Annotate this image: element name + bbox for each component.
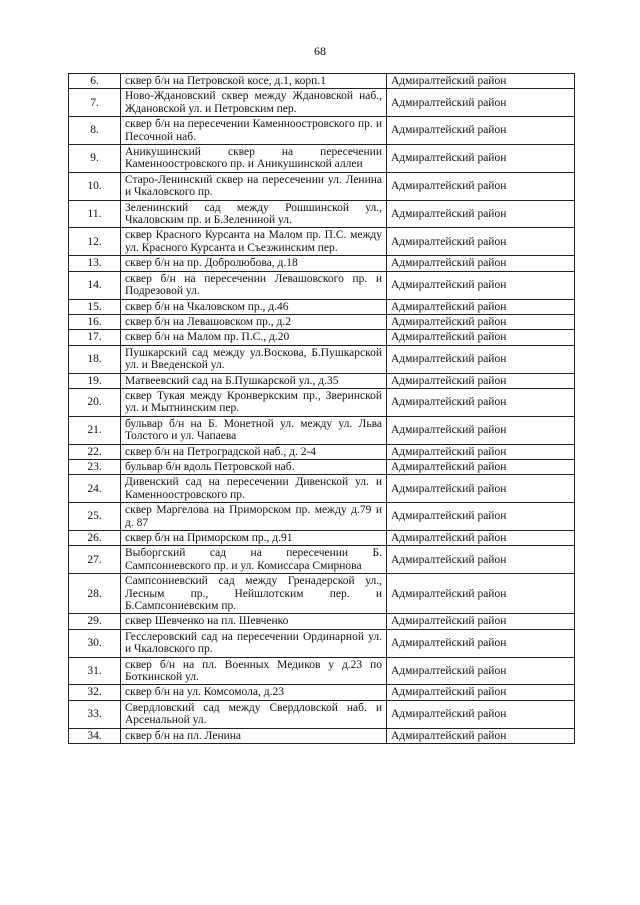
park-name: сквер б/н на Чкаловском пр., д.46 <box>121 299 387 314</box>
district-name: Адмиралтейский район <box>387 614 575 629</box>
park-name: Свердловский сад между Свердловской наб. и Арсенальной ул. <box>121 700 387 728</box>
park-name: сквер Тукая между Кронверкским пр., Зверинской ул. и Мытнинским пер. <box>121 388 387 416</box>
park-name: сквер б/н на Приморском пр., д.91 <box>121 531 387 546</box>
row-number: 6. <box>69 74 121 89</box>
table-row <box>69 271 575 299</box>
park-name: Гесслеровский сад на пересечении Ординарной ул. и Чкаловского пр. <box>121 629 387 657</box>
row-number: 8. <box>69 117 121 145</box>
district-name: Адмиралтейский район <box>387 546 575 574</box>
district-name: Адмиралтейский район <box>387 657 575 685</box>
district-name: Адмиралтейский район <box>387 416 575 444</box>
row-number: 23. <box>69 459 121 474</box>
park-name: Зеленинский сад между Рошшинской ул., Чкаловским пр. и Б.Зелениной ул. <box>121 200 387 228</box>
row-number: 29. <box>69 614 121 629</box>
page-number: 68 <box>314 44 326 58</box>
table-row <box>69 574 575 614</box>
park-name: сквер б/н на пр. Добролюбова, д.18 <box>121 256 387 271</box>
table-row <box>69 416 575 444</box>
park-name: Старо-Ленинский сквер на пересечении ул. Ленина и Чкаловского пр. <box>121 172 387 200</box>
table-row <box>69 172 575 200</box>
row-number: 9. <box>69 145 121 173</box>
row-number: 21. <box>69 416 121 444</box>
park-name: Ново-Ждановский сквер между Ждановской наб., Ждановской ул. и Петровским пер. <box>121 89 387 117</box>
district-name: Адмиралтейский район <box>387 444 575 459</box>
table-row <box>69 388 575 416</box>
table-row <box>69 330 575 345</box>
table-row <box>69 314 575 329</box>
park-name: сквер б/н на Петроградской наб., д. 2-4 <box>121 444 387 459</box>
parks-table <box>68 73 575 744</box>
table-row <box>69 373 575 388</box>
row-number: 28. <box>69 574 121 614</box>
district-name: Адмиралтейский район <box>387 299 575 314</box>
row-number: 18. <box>69 345 121 373</box>
table-row <box>69 614 575 629</box>
table-row <box>69 728 575 743</box>
park-name: сквер б/н на Петровской косе, д.1, корп.1 <box>121 74 387 89</box>
row-number: 16. <box>69 314 121 329</box>
park-name: Аникушинский сквер на пересечении Каменноостровского пр. и Аникушинской аллеи <box>121 145 387 173</box>
district-name: Адмиралтейский район <box>387 475 575 503</box>
district-name: Адмиралтейский район <box>387 531 575 546</box>
table-row <box>69 475 575 503</box>
district-name: Адмиралтейский район <box>387 700 575 728</box>
district-name: Адмиралтейский район <box>387 200 575 228</box>
district-name: Адмиралтейский район <box>387 388 575 416</box>
park-name: Выборгский сад на пересечении Б. Сампсониевского пр. и ул. Комиссара Смирнова <box>121 546 387 574</box>
row-number: 10. <box>69 172 121 200</box>
row-number: 14. <box>69 271 121 299</box>
park-name: сквер б/н на пересечении Каменноостровского пр. и Песочной наб. <box>121 117 387 145</box>
park-name: Пушкарский сад между ул.Воскова, Б.Пушкарской ул. и Введенской ул. <box>121 345 387 373</box>
park-name: бульвар б/н на Б. Монетной ул. между ул. Льва Толстого и ул. Чапаева <box>121 416 387 444</box>
park-name: бульвар б/н вдоль Петровской наб. <box>121 459 387 474</box>
district-name: Адмиралтейский район <box>387 574 575 614</box>
table-row <box>69 459 575 474</box>
district-name: Адмиралтейский район <box>387 256 575 271</box>
district-name: Адмиралтейский район <box>387 271 575 299</box>
park-name: сквер Шевченко на пл. Шевченко <box>121 614 387 629</box>
row-number: 20. <box>69 388 121 416</box>
table-row <box>69 546 575 574</box>
table-row <box>69 531 575 546</box>
row-number: 7. <box>69 89 121 117</box>
district-name: Адмиралтейский район <box>387 629 575 657</box>
table-row <box>69 657 575 685</box>
table-row <box>69 89 575 117</box>
district-name: Адмиралтейский район <box>387 145 575 173</box>
district-name: Адмиралтейский район <box>387 117 575 145</box>
park-name: сквер Маргелова на Приморском пр. между д.79 и д. 87 <box>121 503 387 531</box>
district-name: Адмиралтейский район <box>387 228 575 256</box>
row-number: 11. <box>69 200 121 228</box>
district-name: Адмиралтейский район <box>387 345 575 373</box>
table-row <box>69 700 575 728</box>
park-name: сквер б/н на пл. Ленина <box>121 728 387 743</box>
row-number: 30. <box>69 629 121 657</box>
table-row <box>69 200 575 228</box>
row-number: 33. <box>69 700 121 728</box>
table-row <box>69 145 575 173</box>
row-number: 15. <box>69 299 121 314</box>
district-name: Адмиралтейский район <box>387 330 575 345</box>
district-name: Адмиралтейский район <box>387 172 575 200</box>
park-name: сквер б/н на Левашовском пр., д.2 <box>121 314 387 329</box>
district-name: Адмиралтейский район <box>387 373 575 388</box>
district-name: Адмиралтейский район <box>387 89 575 117</box>
row-number: 24. <box>69 475 121 503</box>
district-name: Адмиралтейский район <box>387 459 575 474</box>
park-name: сквер б/н на пересечении Левашовского пр. и Подрезовой ул. <box>121 271 387 299</box>
district-name: Адмиралтейский район <box>387 685 575 700</box>
row-number: 13. <box>69 256 121 271</box>
table-row <box>69 299 575 314</box>
row-number: 31. <box>69 657 121 685</box>
district-name: Адмиралтейский район <box>387 314 575 329</box>
table-row <box>69 228 575 256</box>
district-name: Адмиралтейский район <box>387 728 575 743</box>
park-name: сквер б/н на ул. Комсомола, д.23 <box>121 685 387 700</box>
table-row <box>69 444 575 459</box>
park-name: сквер б/н на пл. Военных Медиков у д.23 по Боткинской ул. <box>121 657 387 685</box>
row-number: 34. <box>69 728 121 743</box>
table-body <box>69 74 575 744</box>
row-number: 17. <box>69 330 121 345</box>
row-number: 32. <box>69 685 121 700</box>
table-row <box>69 629 575 657</box>
district-name: Адмиралтейский район <box>387 503 575 531</box>
park-name: сквер б/н на Малом пр. П.С., д.20 <box>121 330 387 345</box>
table-row <box>69 117 575 145</box>
park-name: Дивенский сад на пересечении Дивенской ул. и Каменноостровского пр. <box>121 475 387 503</box>
row-number: 22. <box>69 444 121 459</box>
table-row <box>69 503 575 531</box>
row-number: 25. <box>69 503 121 531</box>
park-name: сквер Красного Курсанта на Малом пр. П.С. между ул. Красного Курсанта и Съезжинским пер. <box>121 228 387 256</box>
table-row <box>69 256 575 271</box>
row-number: 27. <box>69 546 121 574</box>
park-name: Матвеевский сад на Б.Пушкарской ул., д.35 <box>121 373 387 388</box>
row-number: 12. <box>69 228 121 256</box>
district-name: Адмиралтейский район <box>387 74 575 89</box>
table-row <box>69 74 575 89</box>
table-row <box>69 685 575 700</box>
row-number: 26. <box>69 531 121 546</box>
table-row <box>69 345 575 373</box>
row-number: 19. <box>69 373 121 388</box>
park-name: Сампсониевский сад между Гренадерской ул., Лесным пр., Нейшлотским пер. и Б.Сампсониевским пр. <box>121 574 387 614</box>
